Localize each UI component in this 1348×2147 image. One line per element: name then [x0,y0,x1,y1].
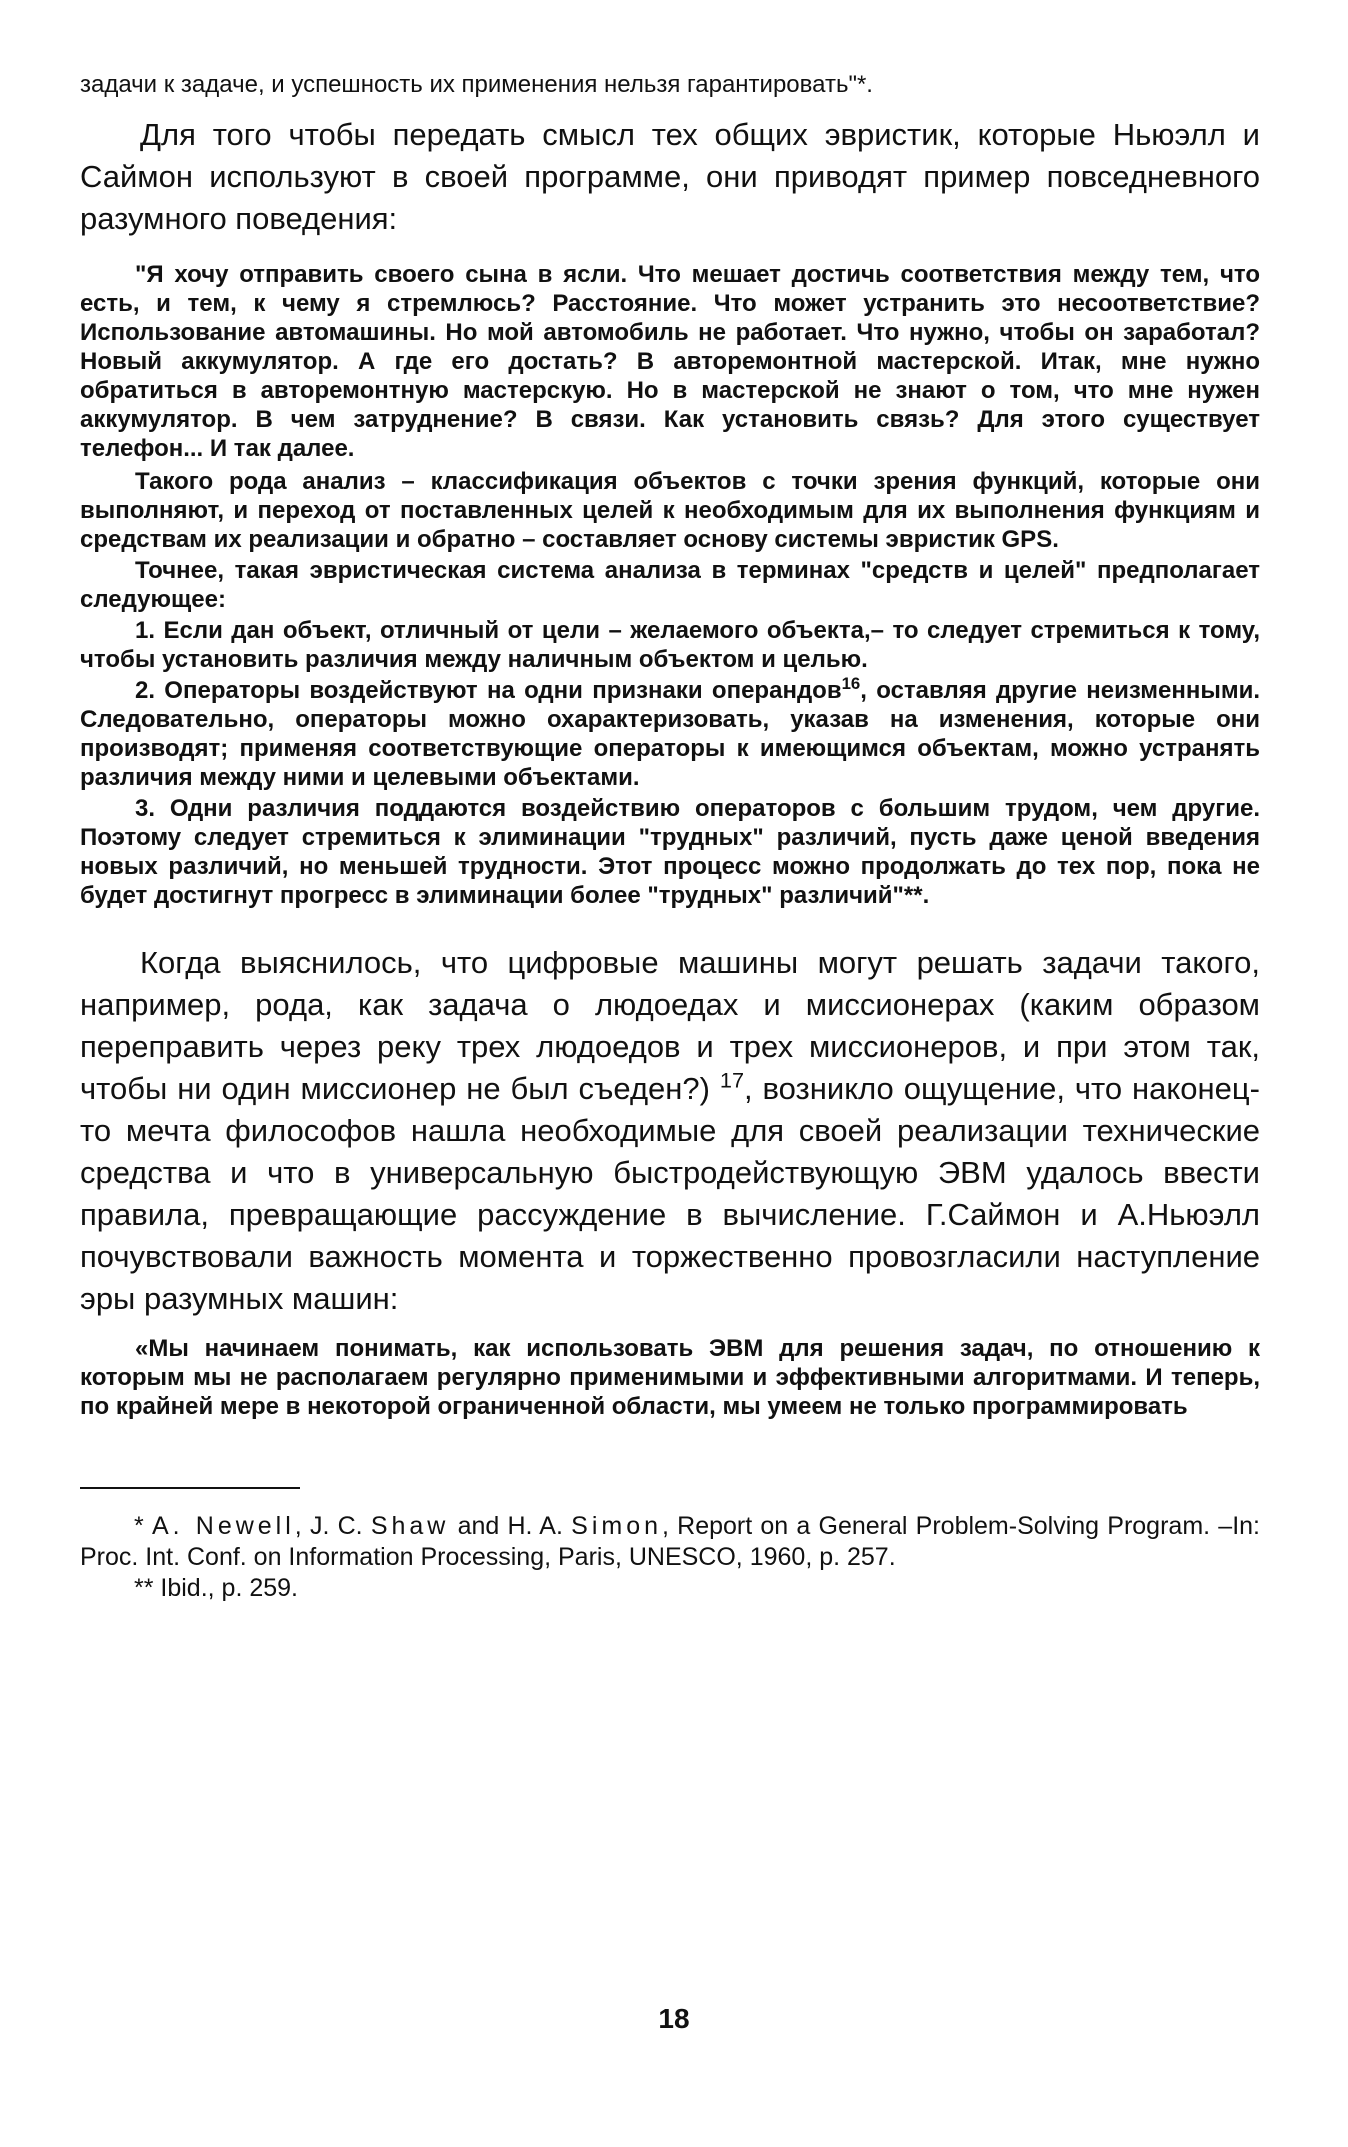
footnote-1-rest: , Report on a General Problem-Solving Program. –In: Proc. Int. Conf. on Information Processing, Paris, UNESCO, 1960, p. 257. [80,1512,1260,1571]
footnote-1 [80,1511,1260,1573]
paragraph-era-rest: , возникло ощущение, что наконец-то мечта философов нашла необходимые для своей реализации технические средства и что в универсальную быстродействующую ЭВМ удалось ввести правила, превращающие рассуждение в вычисление. Г.Саймон и А.Ньюэлл почувствовали важность момента и торжественно провозгласили наступление эры разумных машин: [80,1071,1260,1316]
quote-simon-newell: «Мы начинаем понимать, как использовать ЭВМ для решения задач, по отношению к которым мы не располагаем регулярно применимыми и эффективными алгоритмами. И теперь, по крайней мере в некоторой ограниченной области, мы умеем не только программировать [80,1335,1260,1420]
footnote-ref-16: 16 [841,674,861,693]
footnote-1-author-shaw: Shaw [370,1512,450,1540]
footnote-ref-17: 17 [719,1067,745,1093]
list-item-2 [80,676,1260,792]
page-body [80,70,1260,1604]
list-item-3: 3. Одни различия поддаются воздействию операторов с большим трудом, чем другие. Поэтому следует стремиться к элиминации "трудных" различий, пусть даже ценой введения новых различий, но меньшей трудности. Этот процесс можно продолжать до тех пор, пока не будет достигнут прогресс в элиминации более "трудных" различий"**. [80,795,1260,909]
list-item-2-text: 2. Операторы воздействуют на одни признаки операндов [135,677,842,704]
footnote-divider [80,1487,300,1489]
paragraph-era-of-machines [80,942,1260,1320]
list-item-1: 1. Если дан объект, отличный от цели – желаемого объекта,– то следует стремиться к тому, чтобы установить различия между наличным объектом и целью. [80,617,1260,673]
quote-everyday-example: "Я хочу отправить своего сына в ясли. Что мешает достичь соответствия между тем, что есть, и тем, к чему я стремлюсь? Расстояние. Что может устранить это несоответствие? Использование автомашины. Но мой автомобиль не работает. Что нужно, чтобы он заработал? Новый аккумулятор. А где его достать? В авторемонтной мастерской. Итак, мне нужно обратиться в авторемонтную мастерскую. Но в мастерской не знают о том, что мне нужен аккумулятор. В чем затруднение? В связи. Как установить связь? Для этого существует телефон... И так далее. [80,261,1260,462]
paragraph-heuristics-intro: Для того чтобы передать смысл тех общих эвристик, которые Ньюэлл и Саймон используют в своей программе, они приводят пример повседневного разумного поведения: [80,117,1260,236]
footnote-1-sep1: , J. C. [294,1512,371,1540]
top-line: задачи к задаче, и успешность их применения нельзя гарантировать"*. [80,71,873,98]
footnote-1-mark: * [134,1512,152,1540]
paragraph-era-text: Когда выяснилось, что цифровые машины могут решать задачи такого, например, рода, как задача о людоедах и миссионерах (каким образом переправить через реку трех людоедов и трех миссионеров, и при этом так, чтобы ни один миссионер не был съеден?) [80,945,1260,1106]
list-item-2-rest: , оставляя другие неизменными. Следовательно, операторы можно охарактеризовать, указав на изменения, которые они производят; применяя соответствующие операторы к имеющимся объектам, можно устранять различия между ними и целевыми объектами. [80,677,1260,791]
footnote-2: ** Ibid., p. 259. [134,1574,299,1602]
page-number: 18 [658,2003,690,2034]
footnote-1-author-newell: A. Newell [151,1512,295,1540]
quote-means-ends: Точнее, такая эвристическая система анализа в терминах "средств и целей" предполагает следующее: [80,557,1260,613]
quote-analysis: Такого рода анализ – классификация объектов с точки зрения функций, которые они выполняют, и переход от поставленных целей к необходимым для их выполнения функциям и средствам их реализации и обратно – составляет основу системы эвристик GPS. [80,468,1260,553]
footnote-1-author-simon: Simon [571,1512,663,1540]
footnote-1-sep2: and H. A. [449,1512,572,1540]
